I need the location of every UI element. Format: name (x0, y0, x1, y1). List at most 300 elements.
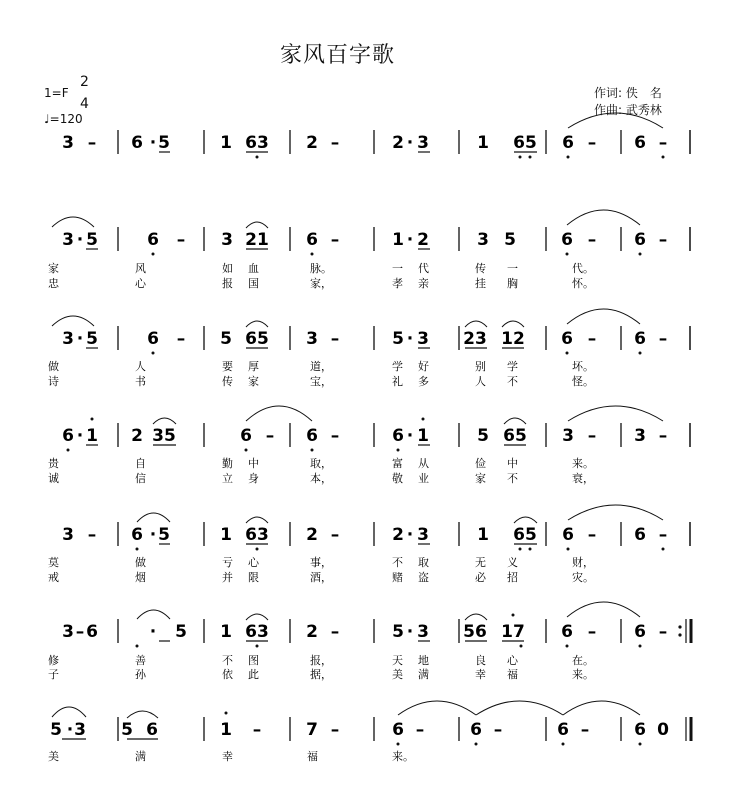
lyric-verse1: 风 (135, 262, 146, 275)
lyric-verse2: 家， (310, 277, 332, 290)
lyric-verse1: 修 (48, 654, 59, 667)
jianpu-note: – (265, 426, 275, 446)
lyric-verse2: 烟 (135, 571, 146, 584)
jianpu-note: · (406, 426, 414, 446)
jianpu-note: 5 (504, 230, 516, 250)
slur-arc (567, 210, 640, 225)
lyric-verse1: 自 (135, 457, 146, 470)
lyric-verse2: 赌 (392, 571, 403, 584)
lyric-verse1: 满 (135, 750, 146, 763)
octave-dot (519, 548, 522, 551)
jianpu-note: 6 (561, 622, 573, 642)
slur-arc (568, 113, 663, 128)
jianpu-note: 3 (221, 230, 233, 250)
jianpu-note: – (330, 230, 340, 250)
lyric-verse1: 美 (48, 750, 59, 763)
octave-dot (562, 743, 565, 746)
lyric-verse1: 别 (475, 360, 486, 373)
lyric-verse1: 中 (248, 457, 259, 470)
lyric-verse1: 莫 (48, 556, 59, 569)
jianpu-note: 65 (513, 133, 537, 153)
lyric-verse1: 人 (135, 360, 146, 373)
lyric-verse1: 富 (392, 457, 403, 470)
jianpu-note: – (658, 230, 668, 250)
jianpu-note: 6 (562, 133, 574, 153)
lyric-verse1: 血 (248, 262, 259, 275)
lyric-verse2: 美 (392, 668, 403, 681)
jianpu-note: 3 (562, 426, 574, 446)
octave-dot (152, 352, 155, 355)
lyric-verse1: 要 (222, 360, 233, 373)
lyric-verse2: 满 (418, 668, 429, 681)
quarter-note-icon: ♩ (44, 112, 50, 126)
jianpu-note: – (658, 622, 668, 642)
jianpu-note: – (330, 426, 340, 446)
jianpu-note: 6 (634, 230, 646, 250)
octave-dot (662, 156, 665, 159)
jianpu-note: – (658, 426, 668, 446)
jianpu-note: · (406, 329, 414, 349)
lyric-verse2: 戒 (48, 571, 59, 584)
jianpu-note: 2 (392, 525, 404, 545)
jianpu-note: 65 (245, 329, 269, 349)
lyric-verse1: 图 (248, 654, 259, 667)
lyric-verse1: 中 (507, 457, 518, 470)
lyric-verse2: 福 (507, 668, 518, 681)
jianpu-note: – (330, 329, 340, 349)
jianpu-note: 6 (634, 329, 646, 349)
jianpu-note: 3 (417, 525, 429, 545)
jianpu-note: 6 (392, 720, 404, 740)
jianpu-note: · (76, 329, 84, 349)
lyric-verse1: 取， (310, 457, 332, 470)
lyric-verse2: 不 (507, 472, 518, 485)
jianpu-note: 1 (220, 720, 232, 740)
lyric-verse1: 传 (475, 262, 486, 275)
jianpu-note: 1 (477, 525, 489, 545)
octave-dot (256, 156, 259, 159)
lyric-verse1: 事， (310, 556, 332, 569)
octave-dot (529, 548, 532, 551)
jianpu-note: · (66, 720, 74, 740)
octave-dot (639, 352, 642, 355)
jianpu-note: 6 (306, 230, 318, 250)
jianpu-note: 2 (306, 622, 318, 642)
octave-dot (311, 449, 314, 452)
jianpu-note: 3 (62, 329, 74, 349)
octave-dot (567, 548, 570, 551)
jianpu-note: – (587, 426, 597, 446)
jianpu-note: – (493, 720, 503, 740)
octave-dot (639, 253, 642, 256)
jianpu-note: 7 (306, 720, 318, 740)
lyric-verse1: 贵 (48, 457, 59, 470)
jianpu-note: 63 (245, 133, 269, 153)
jianpu-note: 6 (470, 720, 482, 740)
octave-dot (256, 548, 259, 551)
jianpu-note: 1 (477, 133, 489, 153)
lyric-verse2: 家 (475, 472, 486, 485)
jianpu-note: 6 (634, 525, 646, 545)
jianpu-note: 3 (477, 230, 489, 250)
lyric-verse2: 幸 (475, 668, 486, 681)
lyric-verse1: 良 (475, 654, 486, 667)
jianpu-note: – (658, 329, 668, 349)
slur-arc (568, 505, 663, 520)
slur-arc (52, 707, 86, 717)
lyric-verse2: 传 (222, 375, 233, 388)
lyric-verse1: 天 (392, 654, 403, 667)
slur-arc (137, 610, 170, 619)
lyric-verse1: 脉。 (310, 262, 332, 275)
slur-arc (398, 701, 476, 715)
jianpu-note: 56 (463, 622, 487, 642)
lyric-verse1: 心 (507, 654, 518, 667)
jianpu-note: 5 (158, 133, 170, 153)
lyric-verse2: 国 (248, 277, 259, 290)
jianpu-note: – (75, 622, 85, 642)
slur-arc (465, 321, 487, 327)
lyric-verse2: 据， (310, 668, 332, 681)
slur-arc (563, 701, 640, 715)
lyric-verse1: 如 (222, 262, 233, 275)
lyric-verse1: 学 (392, 360, 403, 373)
octave-dot (256, 645, 259, 648)
lyric-verse1: 无 (475, 556, 486, 569)
jianpu-note: 2 (306, 133, 318, 153)
lyric-verse1: 不 (392, 556, 403, 569)
jianpu-note: 65 (503, 426, 527, 446)
jianpu-note: 5 (86, 230, 98, 250)
jianpu-note: 6 (86, 622, 98, 642)
octave-dot (397, 743, 400, 746)
octave-dot (566, 645, 569, 648)
lyric-verse2: 盗 (418, 571, 429, 584)
slur-arc (568, 406, 663, 421)
jianpu-note: – (580, 720, 590, 740)
slur-arc (502, 321, 524, 327)
lyric-verse1: 不 (222, 654, 233, 667)
lyric-verse2: 孝 (392, 277, 403, 290)
lyric-verse2: 书 (135, 375, 146, 388)
jianpu-note: 5 (477, 426, 489, 446)
jianpu-note: – (87, 525, 97, 545)
lyric-verse1: 心 (248, 556, 259, 569)
lyric-verse2: 亲 (418, 277, 429, 290)
time-signature-top: 2 (80, 74, 89, 90)
jianpu-note: 3 (62, 622, 74, 642)
lyric-verse2: 多 (418, 375, 429, 388)
jianpu-note: – (176, 230, 186, 250)
lyric-verse1: 道， (310, 360, 332, 373)
key-signature: 1=F (44, 86, 69, 100)
octave-dot (91, 418, 94, 421)
octave-dot (136, 548, 139, 551)
jianpu-note: – (587, 329, 597, 349)
lyric-verse2: 心 (135, 277, 146, 290)
slur-arc (465, 614, 487, 620)
jianpu-note: – (658, 525, 668, 545)
jianpu-note: – (330, 133, 340, 153)
lyric-verse2: 诚 (48, 472, 59, 485)
jianpu-note: 2 (131, 426, 143, 446)
lyric-verse1: 代 (418, 262, 429, 275)
jianpu-note: – (330, 622, 340, 642)
slur-arc (246, 222, 268, 228)
jianpu-note: · (149, 133, 157, 153)
lyric-verse2: 报 (222, 277, 233, 290)
lyric-verse2: 立 (222, 472, 233, 485)
jianpu-note: – (658, 133, 668, 153)
slur-arc (514, 517, 537, 523)
octave-dot (512, 614, 515, 617)
jianpu-note: 6 (634, 133, 646, 153)
jianpu-note: 6 (634, 720, 646, 740)
lyric-verse1: 一 (392, 262, 403, 275)
jianpu-note: 65 (513, 525, 537, 545)
octave-dot (245, 449, 248, 452)
jianpu-note: · (406, 525, 414, 545)
lyric-verse1: 亏 (222, 556, 233, 569)
octave-dot (422, 418, 425, 421)
lyric-verse2: 忠 (48, 277, 59, 290)
octave-dot (529, 156, 532, 159)
jianpu-note: 5 (86, 329, 98, 349)
lyric-verse1: 一 (507, 262, 518, 275)
octave-dot (152, 253, 155, 256)
lyricist-credit: 作词: 佚 名 (594, 86, 662, 100)
lyric-verse1: 勤 (222, 457, 233, 470)
jianpu-note: 3 (62, 133, 74, 153)
repeat-dot (678, 633, 681, 636)
octave-dot (475, 743, 478, 746)
jianpu-note: 6 (392, 426, 404, 446)
time-signature-bottom: 4 (80, 96, 89, 112)
jianpu-note: 6 (146, 720, 158, 740)
jianpu-note: · (406, 133, 414, 153)
jianpu-note: · (76, 426, 84, 446)
jianpu-note: 21 (245, 230, 269, 250)
jianpu-note: 1 (417, 426, 429, 446)
lyric-verse1: 幸 (222, 750, 233, 763)
lyric-verse2: 宝， (310, 375, 332, 388)
composer-credit: 作曲: 武秀林 (594, 103, 662, 117)
lyric-verse2: 人 (475, 375, 486, 388)
lyric-verse2: 业 (418, 472, 429, 485)
lyric-verse1: 学 (507, 360, 518, 373)
jianpu-note: 6 (147, 230, 159, 250)
slur-arc (246, 517, 268, 523)
lyric-verse2: 挂 (475, 277, 486, 290)
jianpu-note: 63 (245, 525, 269, 545)
jianpu-note: 35 (152, 426, 176, 446)
jianpu-note: 63 (245, 622, 269, 642)
octave-dot (639, 743, 642, 746)
lyric-verse1: 义 (507, 556, 518, 569)
octave-dot (566, 253, 569, 256)
lyric-verse2: 酒， (310, 571, 332, 584)
jianpu-note: 2 (306, 525, 318, 545)
lyric-verse1: 财， (572, 556, 594, 569)
jianpu-note: – (87, 133, 97, 153)
jianpu-note: 5 (175, 622, 187, 642)
lyric-verse2: 来。 (572, 668, 594, 681)
jianpu-note: 6 (561, 329, 573, 349)
jianpu-note: 23 (463, 329, 487, 349)
lyric-verse1: 家 (48, 262, 59, 275)
jianpu-note: 6 (562, 525, 574, 545)
jianpu-note: 1 (220, 525, 232, 545)
jianpu-note: 3 (306, 329, 318, 349)
jianpu-note: 1 (86, 426, 98, 446)
slur-arc (246, 406, 312, 421)
slur-arc (153, 418, 176, 424)
lyric-verse1: 在。 (572, 654, 594, 667)
jianpu-note: – (587, 525, 597, 545)
jianpu-note: – (587, 622, 597, 642)
slur-arc (52, 217, 94, 227)
jianpu-note: – (330, 525, 340, 545)
jianpu-note: 3 (634, 426, 646, 446)
lyric-verse1: 来。 (572, 457, 594, 470)
lyric-verse2: 孙 (135, 668, 146, 681)
jianpu-note: 5 (220, 329, 232, 349)
lyric-verse1: 善 (135, 654, 146, 667)
jianpu-note: 5 (121, 720, 133, 740)
jianpu-note: 6 (131, 525, 143, 545)
lyric-verse1: 俭 (475, 457, 486, 470)
jianpu-note: 6 (634, 622, 646, 642)
jianpu-note: 5 (158, 525, 170, 545)
jianpu-note: 3 (417, 329, 429, 349)
lyric-verse1: 从 (418, 457, 429, 470)
song-title: 家风百字歌 (280, 43, 396, 68)
octave-dot (67, 449, 70, 452)
jianpu-note: – (330, 720, 340, 740)
octave-dot (566, 352, 569, 355)
lyric-verse2: 限 (248, 571, 259, 584)
lyric-verse1: 做 (48, 360, 59, 373)
octave-dot (567, 156, 570, 159)
slur-arc (246, 321, 268, 327)
jianpu-note: 0 (657, 720, 669, 740)
octave-dot (520, 645, 523, 648)
jianpu-note: 1 (220, 622, 232, 642)
jianpu-note: 6 (557, 720, 569, 740)
jianpu-note: 12 (501, 329, 525, 349)
lyric-verse2: 招 (507, 571, 518, 584)
jianpu-note: · (76, 230, 84, 250)
lyric-verse2: 诗 (48, 375, 59, 388)
jianpu-note: – (176, 329, 186, 349)
lyric-verse2: 衰， (572, 472, 594, 485)
slur-arc (476, 701, 563, 715)
lyric-verse1: 地 (418, 654, 429, 667)
lyric-verse2: 并 (222, 571, 233, 584)
jianpu-note: – (252, 720, 262, 740)
jianpu-note: 3 (62, 230, 74, 250)
jianpu-note: – (587, 230, 597, 250)
jianpu-note: – (587, 133, 597, 153)
lyric-verse1: 厚 (248, 360, 259, 373)
lyric-verse1: 代。 (572, 262, 594, 275)
lyric-verse1: 福 (307, 750, 318, 763)
octave-dot (225, 712, 228, 715)
slur-arc (52, 316, 94, 326)
jianpu-note: · (149, 525, 157, 545)
jianpu-note: 6 (306, 426, 318, 446)
jianpu-note: 2 (417, 230, 429, 250)
jianpu-note: 5 (392, 622, 404, 642)
jianpu-note: 6 (62, 426, 74, 446)
jianpu-note: 5 (392, 329, 404, 349)
repeat-dot (678, 625, 681, 628)
lyric-verse1: 取 (418, 556, 429, 569)
octave-dot (519, 156, 522, 159)
slur-arc (127, 711, 158, 718)
jianpu-note: 6 (147, 329, 159, 349)
lyric-verse2: 怪。 (572, 375, 594, 388)
slur-arc (567, 602, 640, 617)
octave-dot (311, 253, 314, 256)
slur-arc (246, 614, 268, 620)
lyric-verse1: 来。 (392, 750, 414, 763)
lyric-verse1: 做 (135, 556, 146, 569)
lyric-verse2: 此 (248, 668, 259, 681)
jianpu-note: · (149, 622, 157, 642)
octave-dot (639, 645, 642, 648)
jianpu-note: 3 (417, 622, 429, 642)
octave-dot (136, 645, 139, 648)
slur-arc (137, 513, 170, 522)
lyric-verse2: 敬 (392, 472, 403, 485)
lyric-verse2: 依 (222, 668, 233, 681)
jianpu-note: – (415, 720, 425, 740)
lyric-verse2: 怀。 (572, 277, 594, 290)
jianpu-note: 3 (417, 133, 429, 153)
lyric-verse2: 灾。 (572, 571, 594, 584)
octave-dot (662, 548, 665, 551)
jianpu-note: 6 (131, 133, 143, 153)
jianpu-note: 6 (240, 426, 252, 446)
lyric-verse2: 不 (507, 375, 518, 388)
slur-arc (567, 309, 640, 324)
jianpu-note: 3 (62, 525, 74, 545)
lyric-verse1: 报， (310, 654, 332, 667)
jianpu-note: 3 (74, 720, 86, 740)
lyric-verse2: 信 (135, 472, 146, 485)
lyric-verse2: 本， (310, 472, 332, 485)
lyric-verse2: 家 (248, 375, 259, 388)
lyric-verse1: 坏。 (572, 360, 594, 373)
jianpu-note: 1 (392, 230, 404, 250)
jianpu-note: · (406, 230, 414, 250)
slur-arc (504, 418, 526, 424)
lyric-verse2: 身 (248, 472, 259, 485)
jianpu-note: · (406, 622, 414, 642)
tempo-value: =120 (49, 112, 83, 126)
lyric-verse2: 礼 (392, 375, 403, 388)
lyric-verse2: 子 (48, 668, 59, 681)
lyric-verse1: 好 (418, 360, 429, 373)
jianpu-note: 1 (220, 133, 232, 153)
jianpu-note: 2 (392, 133, 404, 153)
jianpu-note: 17 (501, 622, 525, 642)
jianpu-note: 5 (50, 720, 62, 740)
jianpu-note: 6 (561, 230, 573, 250)
octave-dot (397, 449, 400, 452)
lyric-verse2: 胸 (507, 277, 518, 290)
